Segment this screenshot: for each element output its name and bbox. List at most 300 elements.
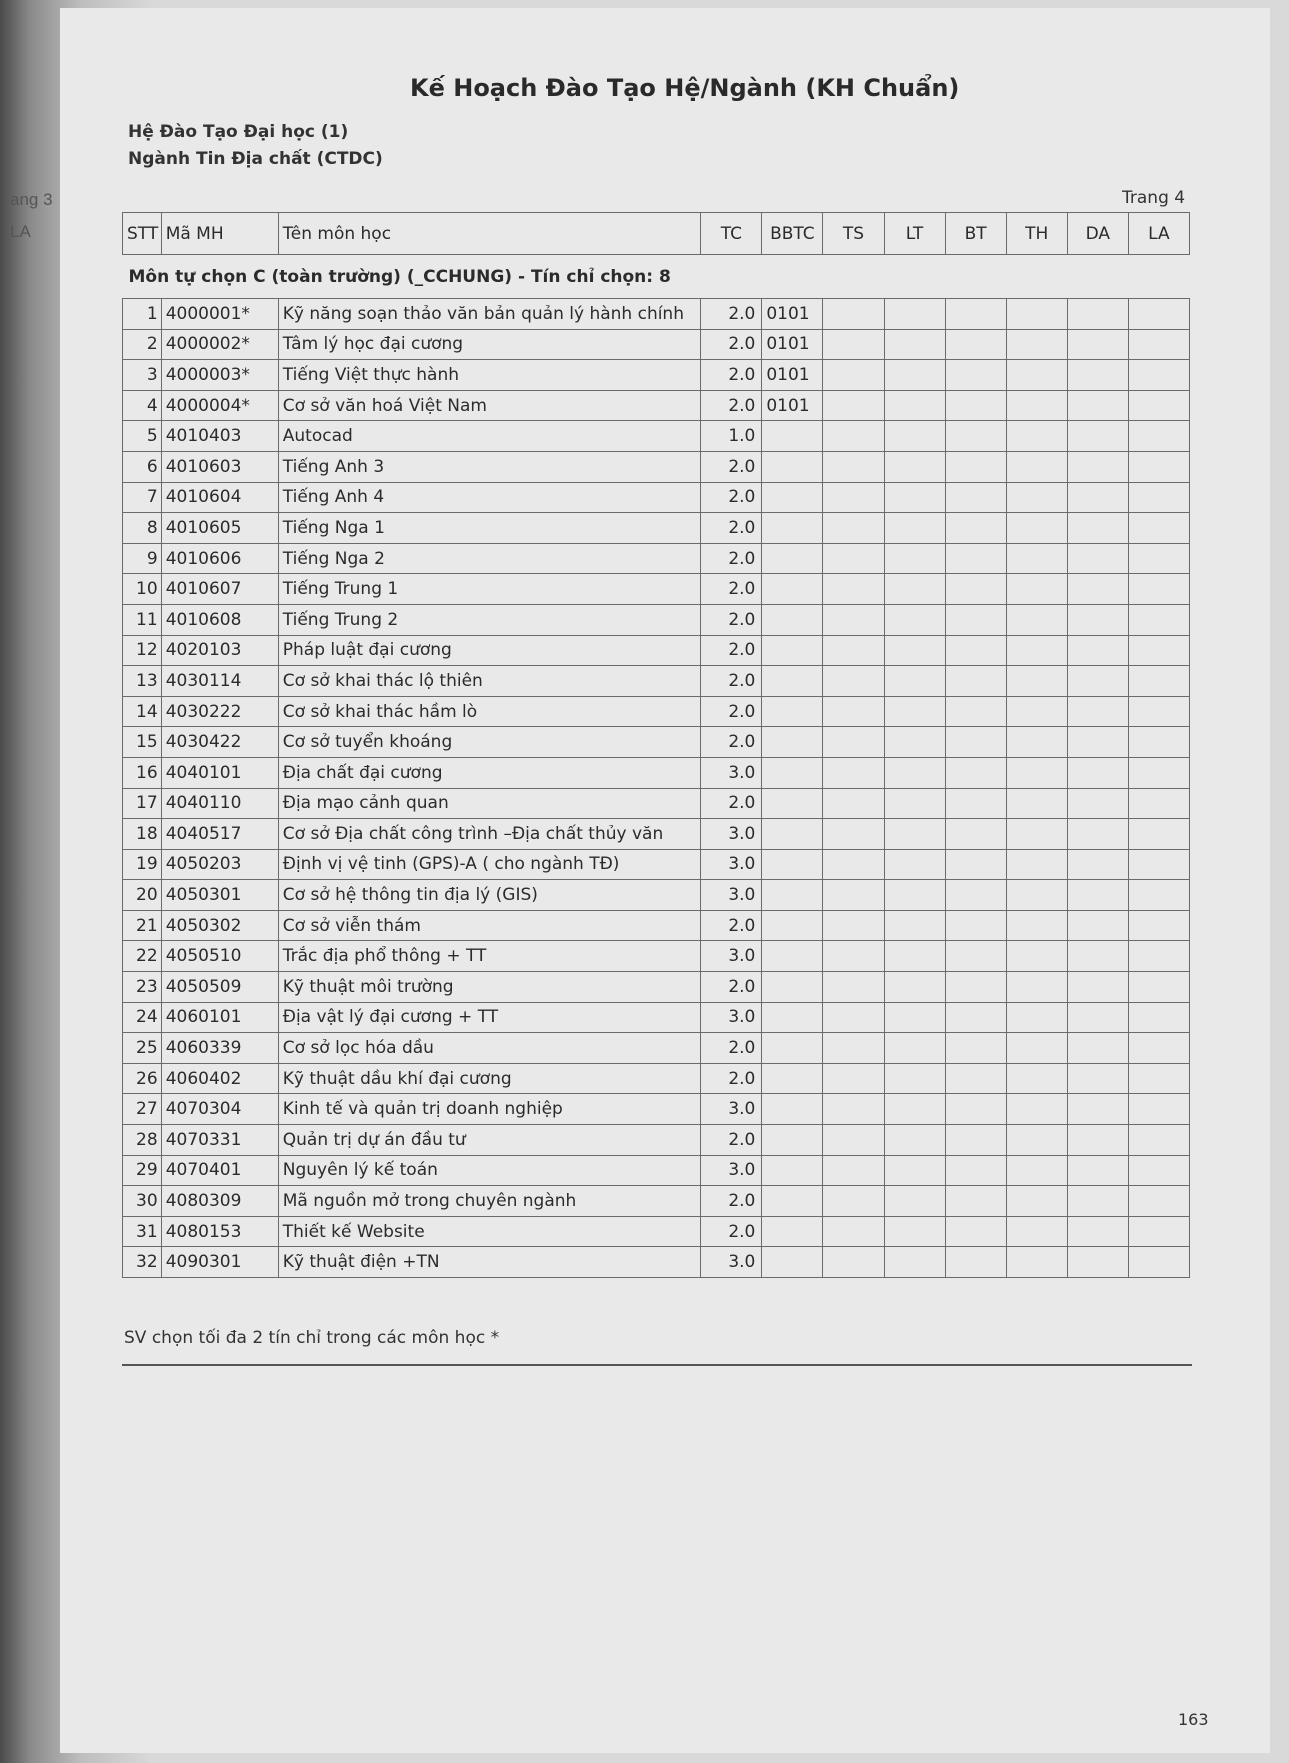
cell-stt: 1: [123, 299, 162, 330]
cell-empty: [884, 482, 945, 513]
cell-empty: [1128, 1033, 1189, 1064]
cell-stt: 8: [123, 513, 162, 544]
cell-ten: Tâm lý học đại cương: [278, 329, 701, 360]
cell-ten: Pháp luật đại cương: [278, 635, 701, 666]
col-header-stt: STT: [123, 213, 162, 255]
cell-bbtc: [762, 421, 823, 452]
cell-ten: Tiếng Trung 1: [278, 574, 701, 605]
cell-bbtc: [762, 757, 823, 788]
cell-empty: [1006, 513, 1067, 544]
cell-empty: [1067, 390, 1128, 421]
cell-tc: 2.0: [701, 329, 762, 360]
cell-empty: [1006, 574, 1067, 605]
cell-empty: [884, 727, 945, 758]
cell-empty: [823, 1216, 884, 1247]
col-header-bbtc: BBTC: [762, 213, 823, 255]
cell-empty: [884, 757, 945, 788]
table-row: [123, 819, 1190, 850]
cell-empty: [1006, 482, 1067, 513]
cell-stt: 18: [123, 819, 162, 850]
cell-empty: [1006, 299, 1067, 330]
cell-bbtc: [762, 1186, 823, 1217]
cell-empty: [1006, 390, 1067, 421]
cell-ma: 4000002*: [161, 329, 278, 360]
cell-ten: Cơ sở khai thác lộ thiên: [278, 666, 701, 697]
cell-empty: [1067, 513, 1128, 544]
cell-bbtc: 0101: [762, 299, 823, 330]
cell-empty: [945, 513, 1006, 544]
cell-tc: 2.0: [701, 574, 762, 605]
cell-empty: [945, 910, 1006, 941]
cell-bbtc: [762, 819, 823, 850]
cell-stt: 24: [123, 1002, 162, 1033]
cell-empty: [1067, 360, 1128, 391]
cell-empty: [1067, 757, 1128, 788]
cell-tc: 2.0: [701, 543, 762, 574]
cell-bbtc: [762, 1155, 823, 1186]
cell-empty: [823, 421, 884, 452]
col-header-da: DA: [1067, 213, 1128, 255]
cell-empty: [823, 910, 884, 941]
cell-ten: Địa vật lý đại cương + TT: [278, 1002, 701, 1033]
page-title: Kế Hoạch Đào Tạo Hệ/Ngành (KH Chuẩn): [410, 74, 960, 102]
cell-empty: [884, 451, 945, 482]
cell-bbtc: [762, 696, 823, 727]
cell-empty: [945, 1247, 1006, 1278]
cell-ma: 4030222: [161, 696, 278, 727]
cell-empty: [945, 390, 1006, 421]
cell-stt: 13: [123, 666, 162, 697]
cell-stt: 4: [123, 390, 162, 421]
cell-empty: [945, 788, 1006, 819]
cell-empty: [1128, 299, 1189, 330]
cell-tc: 3.0: [701, 849, 762, 880]
cell-ten: Kỹ năng soạn thảo văn bản quản lý hành chính: [278, 299, 701, 330]
cell-empty: [1067, 1033, 1128, 1064]
cell-empty: [945, 1216, 1006, 1247]
cell-ten: Tiếng Anh 3: [278, 451, 701, 482]
cell-empty: [1006, 972, 1067, 1003]
table-row: [123, 757, 1190, 788]
cell-empty: [945, 1094, 1006, 1125]
cell-ten: Cơ sở lọc hóa dầu: [278, 1033, 701, 1064]
cell-bbtc: [762, 849, 823, 880]
cell-ma: 4060402: [161, 1063, 278, 1094]
cell-empty: [884, 1063, 945, 1094]
cell-stt: 12: [123, 635, 162, 666]
cell-bbtc: [762, 543, 823, 574]
cell-stt: 16: [123, 757, 162, 788]
cell-empty: [884, 1155, 945, 1186]
cell-ten: Cơ sở viễn thám: [278, 910, 701, 941]
cell-stt: 3: [123, 360, 162, 391]
cell-empty: [945, 1002, 1006, 1033]
cell-empty: [1067, 574, 1128, 605]
cell-empty: [1006, 666, 1067, 697]
cell-tc: 1.0: [701, 421, 762, 452]
cell-empty: [1067, 788, 1128, 819]
cell-empty: [1006, 696, 1067, 727]
cell-ma: 4050301: [161, 880, 278, 911]
cell-empty: [1006, 329, 1067, 360]
cell-empty: [945, 635, 1006, 666]
cell-tc: 2.0: [701, 604, 762, 635]
cell-empty: [1128, 543, 1189, 574]
cell-empty: [945, 849, 1006, 880]
cell-empty: [884, 941, 945, 972]
cell-empty: [823, 543, 884, 574]
cell-ma: 4010603: [161, 451, 278, 482]
cell-tc: 2.0: [701, 299, 762, 330]
cell-ma: 4080309: [161, 1186, 278, 1217]
cell-empty: [945, 727, 1006, 758]
cell-ten: Autocad: [278, 421, 701, 452]
table-row: [123, 299, 1190, 330]
cell-empty: [945, 941, 1006, 972]
cell-ma: 4050510: [161, 941, 278, 972]
cell-empty: [1006, 1216, 1067, 1247]
cell-ten: Tiếng Nga 1: [278, 513, 701, 544]
cell-ma: 4010604: [161, 482, 278, 513]
cell-ten: Tiếng Anh 4: [278, 482, 701, 513]
cell-empty: [945, 543, 1006, 574]
cell-empty: [1067, 1094, 1128, 1125]
cell-empty: [884, 329, 945, 360]
cell-empty: [1006, 1063, 1067, 1094]
cell-empty: [1128, 941, 1189, 972]
cell-ten: Cơ sở hệ thông tin địa lý (GIS): [278, 880, 701, 911]
table-row: [123, 513, 1190, 544]
cell-empty: [945, 604, 1006, 635]
cell-ten: Kỹ thuật dầu khí đại cương: [278, 1063, 701, 1094]
cell-bbtc: [762, 1094, 823, 1125]
cell-empty: [1006, 727, 1067, 758]
cell-tc: 3.0: [701, 757, 762, 788]
cell-empty: [884, 1125, 945, 1156]
cell-empty: [1006, 543, 1067, 574]
cell-empty: [1128, 849, 1189, 880]
table-row: [123, 1002, 1190, 1033]
cell-empty: [884, 604, 945, 635]
cell-tc: 3.0: [701, 880, 762, 911]
cell-empty: [1067, 1155, 1128, 1186]
cell-ma: 4070331: [161, 1125, 278, 1156]
table-row: [123, 880, 1190, 911]
cell-tc: 2.0: [701, 451, 762, 482]
cell-ten: Định vị vệ tinh (GPS)-A ( cho ngành TĐ): [278, 849, 701, 880]
cell-empty: [1067, 819, 1128, 850]
cell-ma: 4000001*: [161, 299, 278, 330]
cell-empty: [1067, 666, 1128, 697]
cell-empty: [884, 788, 945, 819]
cell-empty: [884, 513, 945, 544]
cell-stt: 32: [123, 1247, 162, 1278]
footer-rule: [122, 1364, 1192, 1366]
cell-empty: [1006, 360, 1067, 391]
cell-bbtc: [762, 635, 823, 666]
cell-empty: [945, 972, 1006, 1003]
cell-empty: [945, 1186, 1006, 1217]
col-header-ts: TS: [823, 213, 884, 255]
cell-empty: [1128, 1247, 1189, 1278]
cell-empty: [884, 819, 945, 850]
col-header-tc: TC: [701, 213, 762, 255]
cell-ten: Tiếng Nga 2: [278, 543, 701, 574]
cell-tc: 2.0: [701, 696, 762, 727]
cell-empty: [1006, 757, 1067, 788]
cell-bbtc: [762, 1125, 823, 1156]
cell-empty: [823, 1155, 884, 1186]
cell-empty: [1067, 1063, 1128, 1094]
cell-empty: [1006, 1186, 1067, 1217]
cell-tc: 2.0: [701, 1063, 762, 1094]
cell-bbtc: 0101: [762, 329, 823, 360]
table-row: [123, 972, 1190, 1003]
table-row: [123, 910, 1190, 941]
cell-ma: 4070304: [161, 1094, 278, 1125]
cell-tc: 2.0: [701, 360, 762, 391]
cell-empty: [823, 299, 884, 330]
cell-empty: [823, 1247, 884, 1278]
footnote: SV chọn tối đa 2 tín chỉ trong các môn học *: [124, 1328, 500, 1348]
cell-stt: 20: [123, 880, 162, 911]
cell-empty: [1006, 941, 1067, 972]
table-row: [123, 482, 1190, 513]
cell-empty: [1128, 666, 1189, 697]
cell-empty: [1067, 604, 1128, 635]
cell-empty: [884, 543, 945, 574]
table-row: [123, 574, 1190, 605]
cell-stt: 25: [123, 1033, 162, 1064]
cell-empty: [823, 941, 884, 972]
cell-ma: 4030114: [161, 666, 278, 697]
cell-stt: 15: [123, 727, 162, 758]
col-header-ma: Mã MH: [161, 213, 278, 255]
cell-empty: [823, 482, 884, 513]
table-row: [123, 666, 1190, 697]
cell-empty: [823, 696, 884, 727]
cell-empty: [1006, 451, 1067, 482]
cell-ma: 4010607: [161, 574, 278, 605]
cell-empty: [945, 880, 1006, 911]
cell-empty: [1128, 1216, 1189, 1247]
cell-ma: 4010606: [161, 543, 278, 574]
cell-ma: 4000004*: [161, 390, 278, 421]
cell-empty: [1006, 1155, 1067, 1186]
cell-empty: [1128, 574, 1189, 605]
cell-empty: [884, 880, 945, 911]
cell-tc: 2.0: [701, 390, 762, 421]
cell-stt: 28: [123, 1125, 162, 1156]
cell-tc: 3.0: [701, 1155, 762, 1186]
table-row: [123, 451, 1190, 482]
cell-tc: 2.0: [701, 972, 762, 1003]
cell-bbtc: [762, 1033, 823, 1064]
table-row: [123, 1186, 1190, 1217]
cell-empty: [1067, 849, 1128, 880]
cell-empty: [945, 1063, 1006, 1094]
cell-empty: [823, 757, 884, 788]
cell-empty: [945, 360, 1006, 391]
cell-empty: [823, 1033, 884, 1064]
cell-ten: Kinh tế và quản trị doanh nghiệp: [278, 1094, 701, 1125]
col-header-la: LA: [1128, 213, 1189, 255]
cell-tc: 2.0: [701, 1186, 762, 1217]
cell-empty: [823, 849, 884, 880]
cell-ten: Mã nguồn mở trong chuyên ngành: [278, 1186, 701, 1217]
cell-empty: [1128, 635, 1189, 666]
cell-stt: 2: [123, 329, 162, 360]
cell-stt: 9: [123, 543, 162, 574]
cell-empty: [1128, 329, 1189, 360]
cell-empty: [1128, 788, 1189, 819]
cell-stt: 30: [123, 1186, 162, 1217]
cell-empty: [1006, 849, 1067, 880]
cell-bbtc: [762, 1247, 823, 1278]
cell-empty: [1128, 1186, 1189, 1217]
col-header-bt: BT: [945, 213, 1006, 255]
cell-empty: [1067, 941, 1128, 972]
cell-stt: 23: [123, 972, 162, 1003]
cell-ma: 4050203: [161, 849, 278, 880]
table-header-row: [123, 213, 1190, 255]
cell-empty: [1067, 451, 1128, 482]
cell-tc: 2.0: [701, 1216, 762, 1247]
cell-empty: [1067, 1216, 1128, 1247]
cell-empty: [1006, 1033, 1067, 1064]
cell-tc: 3.0: [701, 1094, 762, 1125]
table-row: [123, 604, 1190, 635]
cell-empty: [1128, 1063, 1189, 1094]
cell-ten: Nguyên lý kế toán: [278, 1155, 701, 1186]
cell-empty: [945, 299, 1006, 330]
cell-stt: 6: [123, 451, 162, 482]
cell-empty: [1006, 1094, 1067, 1125]
cell-empty: [1067, 910, 1128, 941]
cell-ten: Trắc địa phổ thông + TT: [278, 941, 701, 972]
table-row: [123, 788, 1190, 819]
page-label: Trang 4: [1122, 188, 1186, 208]
cell-empty: [1067, 727, 1128, 758]
table-row: [123, 1063, 1190, 1094]
cell-empty: [1006, 1125, 1067, 1156]
cell-ma: 4040517: [161, 819, 278, 850]
cell-empty: [1067, 1186, 1128, 1217]
cell-bbtc: [762, 604, 823, 635]
cell-empty: [1128, 910, 1189, 941]
cell-empty: [884, 1247, 945, 1278]
cell-ma: 4050509: [161, 972, 278, 1003]
table-row: [123, 1094, 1190, 1125]
cell-empty: [945, 451, 1006, 482]
table-row: [123, 727, 1190, 758]
cell-empty: [884, 635, 945, 666]
cell-empty: [884, 1186, 945, 1217]
cell-ma: 4010608: [161, 604, 278, 635]
cell-empty: [823, 604, 884, 635]
cell-ma: 4060339: [161, 1033, 278, 1064]
cell-tc: 2.0: [701, 727, 762, 758]
cell-empty: [823, 329, 884, 360]
page-number: 163: [1178, 1710, 1209, 1729]
cell-ma: 4020103: [161, 635, 278, 666]
cell-empty: [1128, 880, 1189, 911]
cell-bbtc: [762, 666, 823, 697]
cell-ten: Thiết kế Website: [278, 1216, 701, 1247]
cell-empty: [1006, 788, 1067, 819]
cell-empty: [945, 819, 1006, 850]
table-row: [123, 1216, 1190, 1247]
table-row: [123, 390, 1190, 421]
cell-tc: 2.0: [701, 1033, 762, 1064]
cell-empty: [1067, 482, 1128, 513]
cell-ten: Kỹ thuật môi trường: [278, 972, 701, 1003]
cell-empty: [823, 1125, 884, 1156]
cell-empty: [1128, 482, 1189, 513]
cell-ma: 4070401: [161, 1155, 278, 1186]
cell-stt: 7: [123, 482, 162, 513]
cell-empty: [1128, 390, 1189, 421]
cell-empty: [1067, 421, 1128, 452]
cell-tc: 2.0: [701, 910, 762, 941]
cell-ten: Địa mạo cảnh quan: [278, 788, 701, 819]
cell-ma: 4000003*: [161, 360, 278, 391]
cell-tc: 2.0: [701, 482, 762, 513]
cell-ma: 4040110: [161, 788, 278, 819]
cell-empty: [1006, 819, 1067, 850]
cell-empty: [1128, 757, 1189, 788]
cell-bbtc: [762, 1063, 823, 1094]
cell-empty: [1128, 727, 1189, 758]
cell-tc: 3.0: [701, 1247, 762, 1278]
cell-stt: 22: [123, 941, 162, 972]
cell-ten: Cơ sở Địa chất công trình –Địa chất thủy văn: [278, 819, 701, 850]
cell-empty: [945, 1033, 1006, 1064]
cell-empty: [1067, 299, 1128, 330]
cell-stt: 26: [123, 1063, 162, 1094]
cell-empty: [884, 666, 945, 697]
cell-empty: [1128, 451, 1189, 482]
table-row: [123, 635, 1190, 666]
cell-empty: [823, 451, 884, 482]
cell-empty: [945, 421, 1006, 452]
cell-bbtc: [762, 880, 823, 911]
cell-empty: [1128, 604, 1189, 635]
cell-empty: [823, 513, 884, 544]
cell-tc: 2.0: [701, 788, 762, 819]
cell-empty: [823, 1186, 884, 1217]
table-row: [123, 543, 1190, 574]
cell-stt: 31: [123, 1216, 162, 1247]
cell-ten: Địa chất đại cương: [278, 757, 701, 788]
cell-empty: [1128, 1002, 1189, 1033]
cell-empty: [1006, 1247, 1067, 1278]
cell-ten: Kỹ thuật điện +TN: [278, 1247, 701, 1278]
cell-bbtc: [762, 1002, 823, 1033]
cell-empty: [884, 972, 945, 1003]
program-major: Ngành Tin Địa chất (CTDC): [128, 149, 383, 169]
cell-stt: 19: [123, 849, 162, 880]
table-row: [123, 941, 1190, 972]
cell-stt: 5: [123, 421, 162, 452]
cell-empty: [823, 788, 884, 819]
cell-empty: [884, 849, 945, 880]
cell-empty: [1067, 1125, 1128, 1156]
cell-stt: 27: [123, 1094, 162, 1125]
table-row: [123, 1125, 1190, 1156]
group-row: [123, 255, 1190, 299]
cell-empty: [884, 1094, 945, 1125]
